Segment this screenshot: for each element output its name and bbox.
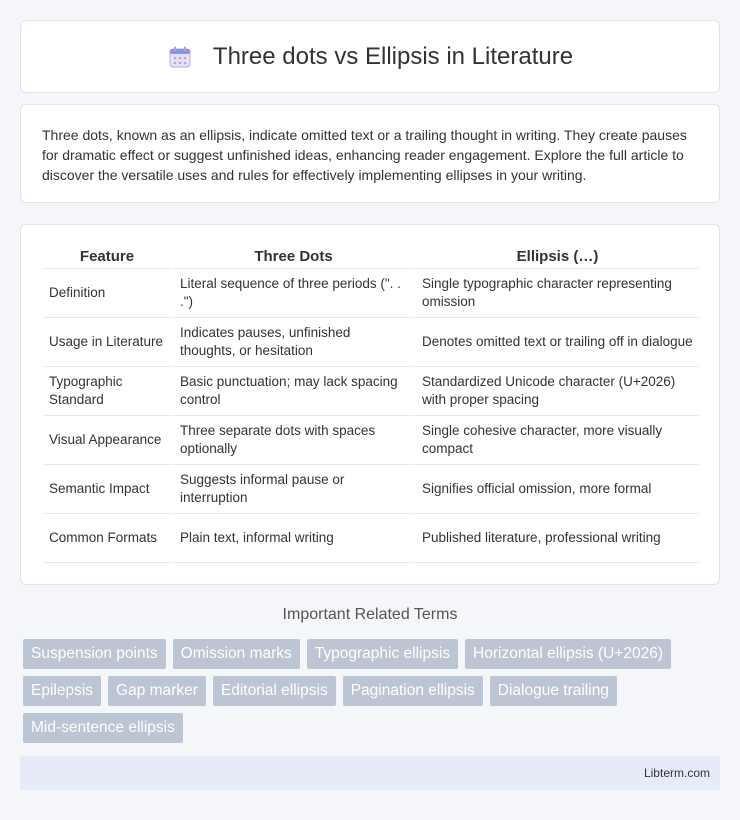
related-term-tag[interactable]: Editorial ellipsis	[213, 676, 336, 706]
table-row	[43, 367, 699, 416]
row-feature-cell: Definition	[43, 269, 171, 318]
table-card	[20, 224, 720, 585]
calendar-icon	[167, 44, 193, 70]
header-card	[20, 20, 720, 93]
table-row	[43, 514, 699, 563]
header-ellipsis: Ellipsis (…)	[413, 245, 699, 269]
related-term-tag[interactable]: Suspension points	[23, 639, 166, 669]
related-term-tag[interactable]: Mid-sentence ellipsis	[23, 713, 183, 743]
related-terms-title: Important Related Terms	[282, 606, 458, 623]
row-feature-cell: Common Formats	[43, 514, 171, 563]
row-feature-cell: Usage in Literature	[43, 318, 171, 367]
row-ellipsis-cell: Published literature, professional writing	[413, 514, 699, 563]
footer-site-link[interactable]: Libterm.com	[643, 766, 710, 780]
header-three-dots: Three Dots	[171, 245, 413, 269]
row-ellipsis-cell: Denotes omitted text or trailing off in dialogue	[413, 318, 699, 367]
table-row	[43, 465, 699, 514]
related-term-tag[interactable]: Omission marks	[173, 639, 300, 669]
row-three-dots-cell: Three separate dots with spaces optionally	[171, 416, 413, 465]
table-row	[43, 416, 699, 465]
row-three-dots-cell: Plain text, informal writing	[171, 514, 413, 563]
row-ellipsis-cell: Single cohesive character, more visually compact	[413, 416, 699, 465]
row-ellipsis-cell: Signifies official omission, more formal	[413, 465, 699, 514]
row-three-dots-cell: Suggests informal pause or interruption	[171, 465, 413, 514]
related-term-tag[interactable]: Pagination ellipsis	[343, 676, 483, 706]
row-feature-cell: Visual Appearance	[43, 416, 171, 465]
related-terms-list	[23, 639, 723, 743]
related-term-tag[interactable]: Typographic ellipsis	[307, 639, 458, 669]
row-feature-cell: Typographic Standard	[43, 367, 171, 416]
table-header-row	[43, 245, 699, 269]
row-three-dots-cell: Basic punctuation; may lack spacing control	[171, 367, 413, 416]
row-three-dots-cell: Literal sequence of three periods (". . .")	[171, 269, 413, 318]
related-term-tag[interactable]: Epilepsis	[23, 676, 101, 706]
intro-card	[20, 104, 720, 203]
related-term-tag[interactable]: Horizontal ellipsis (U+2026)	[465, 639, 671, 669]
intro-paragraph: Three dots, known as an ellipsis, indicate omitted text or a trailing thought in writing. They create pauses for dramatic effect or suggest unfinished ideas, enhancing reader engagement. Explore the full article to discover the versatile uses and rules for effectively implementing ellipses in your writing.	[42, 127, 687, 183]
row-ellipsis-cell: Standardized Unicode character (U+2026) with proper spacing	[413, 367, 699, 416]
row-feature-cell: Semantic Impact	[43, 465, 171, 514]
footer	[20, 756, 720, 790]
page-title: Three dots vs Ellipsis in Literature	[212, 42, 574, 70]
header-feature: Feature	[43, 245, 171, 269]
table-row	[43, 269, 699, 318]
comparison-table	[43, 245, 699, 563]
title-wrap	[167, 43, 573, 71]
related-term-tag[interactable]: Gap marker	[108, 676, 206, 706]
table-row	[43, 318, 699, 367]
related-term-tag[interactable]: Dialogue trailing	[490, 676, 617, 706]
row-three-dots-cell: Indicates pauses, unfinished thoughts, or hesitation	[171, 318, 413, 367]
row-ellipsis-cell: Single typographic character representing omission	[413, 269, 699, 318]
